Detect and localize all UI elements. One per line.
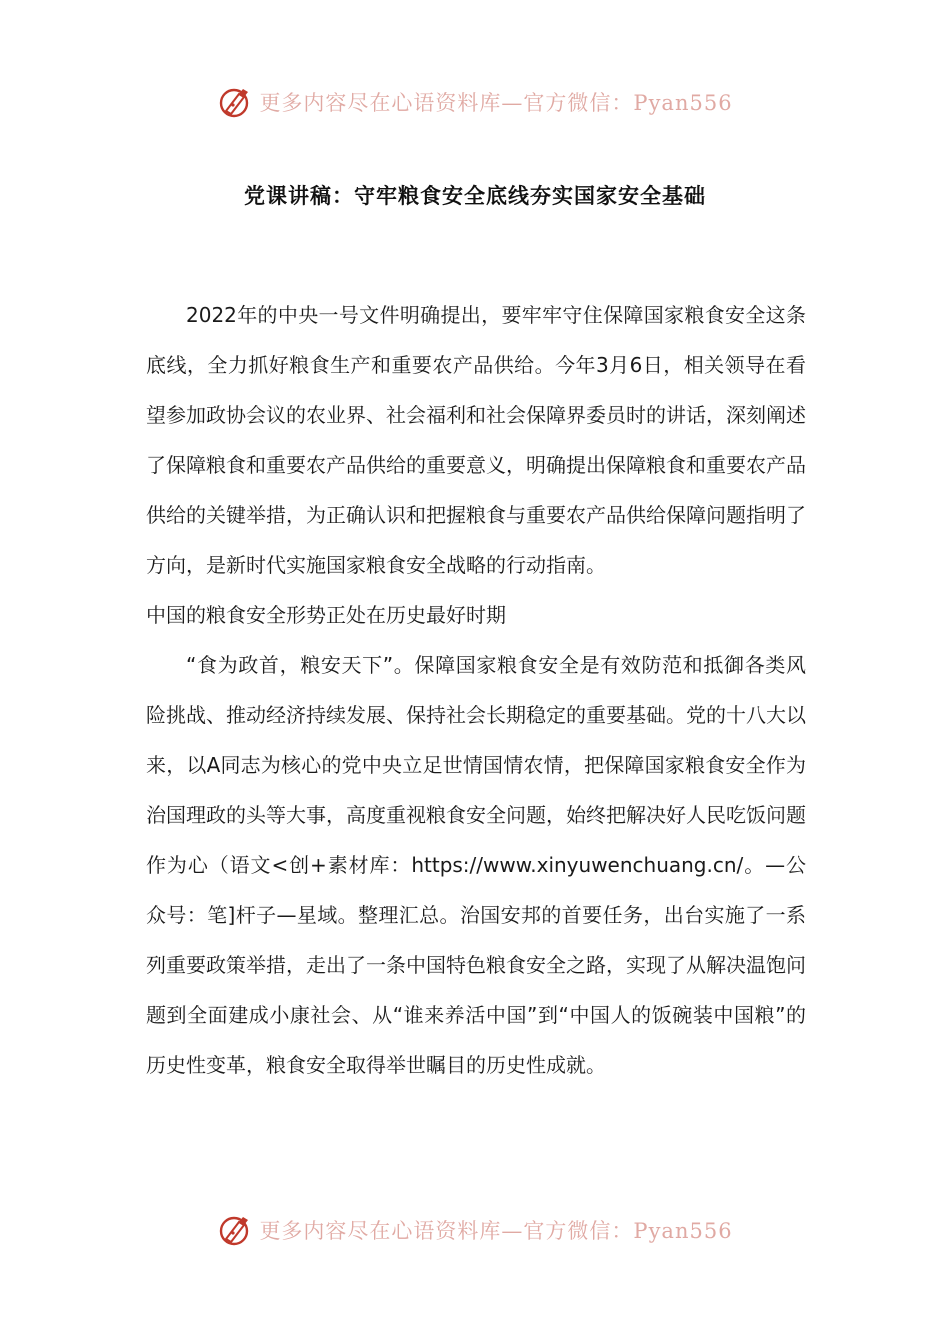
website-url: https://www.xinyuwenchuang.cn/	[411, 853, 744, 877]
document-title: 党课讲稿：守牢粮食安全底线夯实国家安全基础	[244, 184, 706, 208]
watermark-text: 更多内容尽在心语资料库—官方微信：Pyan556	[259, 91, 733, 115]
paragraph-text: 。—公众号：笔]杆子—星域。整理汇总。治国安邦的首要任务，出台实施了一系列重要政策举措，走出了一条中国特色粮食安全之路，实现了从解决温饱问题到全面建成小康社会、从“谁来养活中国”到“中国人的饭碗装中国粮”的历史性变革，粮食安全取得举世瞩目的历史性成就。	[146, 853, 807, 1077]
watermark-text: 更多内容尽在心语资料库—官方微信：Pyan556	[259, 1219, 733, 1243]
header-watermark-banner	[0, 82, 950, 122]
body-paragraph: 2022年的中央一号文件明确提出，要牢牢守住保障国家粮食安全这条底线，全力抓好粮食生产和重要农产品供给。今年3月6日，相关领导在看望参加政协会议的农业界、社会福利和社会保障界委员时的讲话，深刻阐述了保障粮食和重要农产品供给的重要意义，明确提出保障粮食和重要农产品供给的关键举措，为正确认识和把握粮食与重要农产品供给保障问题指明了方向，是新时代实施国家粮食安全战略的行动指南。	[146, 303, 806, 577]
footer-watermark-banner	[0, 1210, 950, 1250]
body-paragraph	[146, 640, 806, 1090]
pen-nib-logo-icon	[217, 1212, 253, 1248]
document-body	[146, 290, 806, 1090]
paragraph-text: “食为政首，粮安天下”。保障国家粮食安全是有效防范和抵御各类风险挑战、推动经济持续发展、保持社会长期稳定的重要基础。党的十八大以来，以A同志为核心的党中央立足世情国情农情，把保障国家粮食安全作为治国理政的头等大事，高度重视粮食安全问题，始终把解决好人民吃饭问题作为心（语文<创+素材库：	[146, 653, 806, 877]
section-heading: 中国的粮食安全形势正处在历史最好时期	[146, 603, 506, 627]
pen-nib-logo-icon	[217, 84, 253, 120]
